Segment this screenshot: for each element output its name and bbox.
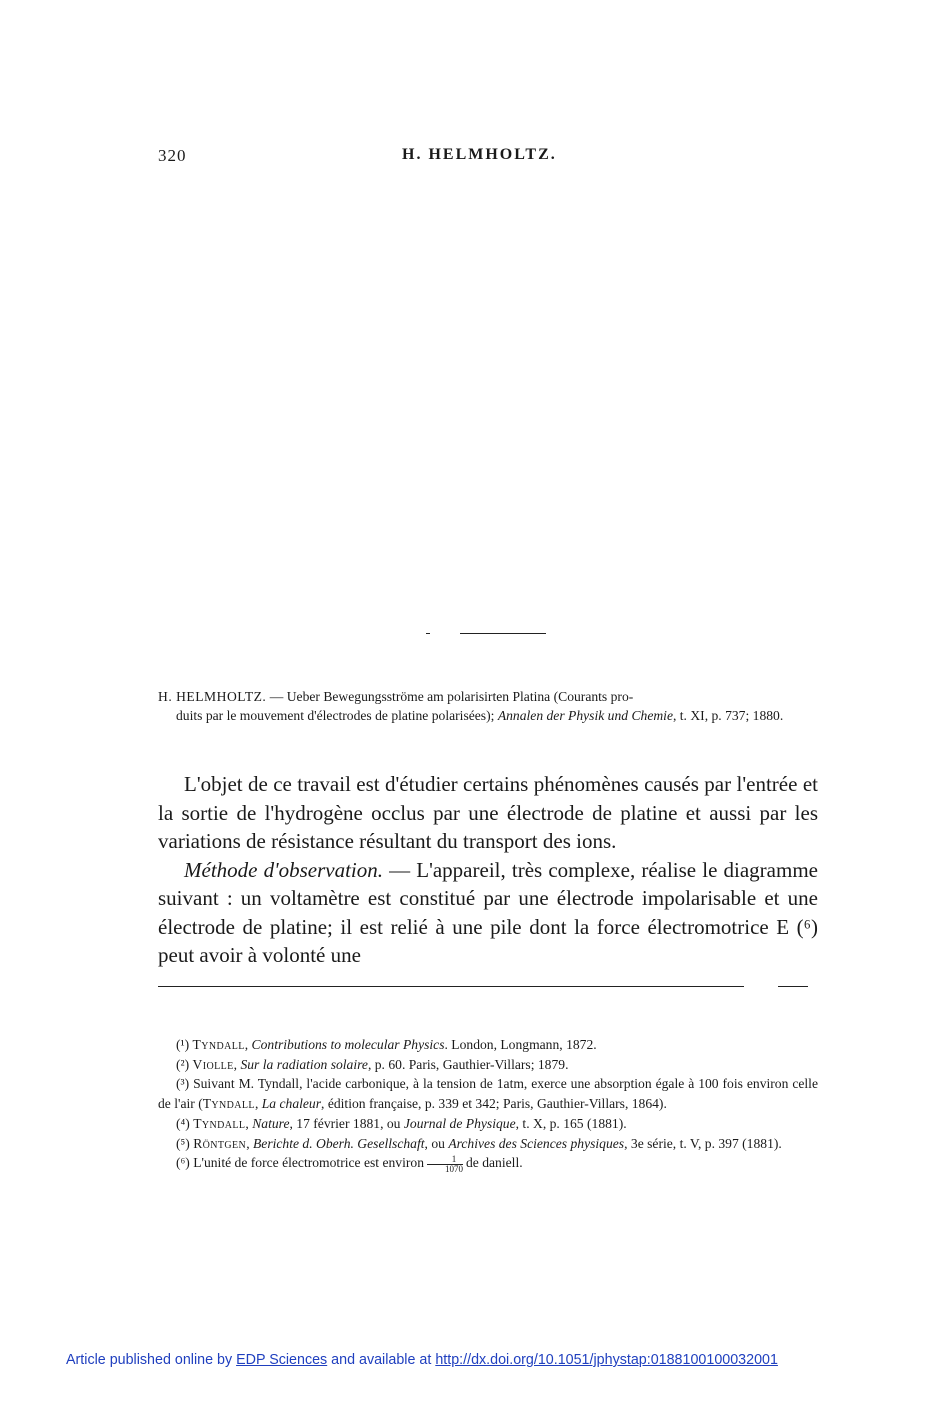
footnote-title-2: Archives des Sciences physiques [448, 1135, 625, 1151]
publisher-link[interactable]: EDP Sciences [236, 1352, 328, 1368]
footnote-mark: (⁴) [176, 1115, 194, 1131]
fraction-numerator: 1 [427, 1155, 463, 1165]
footnote-sep: , [233, 1056, 241, 1072]
footnote-author: Tyndall [193, 1115, 246, 1131]
footnote-mark: (²) [176, 1056, 193, 1072]
footnote-title: La chaleur [261, 1096, 322, 1112]
credit-prefix: Article published online by [66, 1352, 237, 1368]
footnotes [158, 1035, 818, 1174]
footnote-mid: , ou [424, 1135, 449, 1151]
footnote-mark: (¹) [176, 1037, 193, 1052]
footnote-mark: (⁵) [176, 1135, 194, 1151]
footnote-title: Contributions to molecular Physics [251, 1037, 445, 1052]
footnote-mark: (⁶) [176, 1155, 194, 1171]
paragraph-method [158, 856, 818, 970]
footnote-3 [158, 1074, 818, 1113]
footnote-text: Suivant M. Tyndall, l'acide carbonique, à la tension de 1atm, exerce une absorption égale à 100 fois environ celle de l'air ( [158, 1076, 818, 1112]
running-head: H. HELMHOLTZ. [402, 146, 557, 163]
footnote-text: L'unité de force électromotrice est environ [193, 1155, 424, 1171]
method-heading: Méthode d'observation. [184, 857, 383, 882]
footnote-title: Sur la radiation solaire [240, 1056, 368, 1072]
footnote-author: Violle [192, 1056, 234, 1072]
paragraph-intro: L'objet de ce travail est d'étudier certains phénomènes causés par l'entrée et la sortie de l'hydrogène occlus par une électrode de platine et aussi par les variations de résistance résultant du transport des ions. [158, 772, 818, 853]
footnote-sep: , [244, 1037, 252, 1052]
footnote-sep: , [254, 1096, 262, 1112]
footnote-sep: , [246, 1135, 253, 1151]
footnote-6 [158, 1153, 818, 1173]
footnote-4 [158, 1114, 818, 1134]
publication-credit [66, 1352, 778, 1368]
footnote-mid: , 17 février 1881, ou [289, 1115, 404, 1131]
footnote-title-2: Journal de Physique [403, 1115, 516, 1131]
reference-dash: — [266, 689, 287, 704]
footnote-author: Röntgen [193, 1135, 247, 1151]
footnote-author: Tyndall [192, 1037, 245, 1052]
footnote-2 [158, 1055, 818, 1075]
reference-title-line2: duits par le mouvement d'électrodes de platine polarisées); [176, 708, 495, 723]
footnote-5 [158, 1134, 818, 1154]
footnote-rest: . London, Longmann, 1872. [444, 1037, 597, 1052]
footnote-sep: , [245, 1115, 253, 1131]
section-ornament-bar [460, 633, 546, 634]
doi-link[interactable]: http://dx.doi.org/10.1051/jphystap:0188100100032001 [435, 1352, 778, 1368]
body-text [158, 770, 818, 970]
footnote-1 [158, 1035, 818, 1055]
credit-middle: and available at [327, 1352, 436, 1368]
fraction [427, 1155, 463, 1174]
footnote-rest: , p. 60. Paris, Gauthier-Villars; 1879. [367, 1056, 569, 1072]
bibliographic-reference [158, 687, 818, 725]
reference-volume: , t. XI, p. 737; 1880. [672, 708, 784, 723]
footnote-mark: (³) [176, 1076, 194, 1092]
reference-journal: Annalen der Physik und Chemie [497, 708, 673, 723]
footnote-rest: , 3e série, t. V, p. 397 (1881). [624, 1135, 782, 1151]
footnote-rest: , t. X, p. 165 (1881). [515, 1115, 627, 1131]
footnote-rule [158, 986, 744, 987]
footnote-rest: de daniell. [466, 1155, 523, 1171]
footnote-title: Berichte d. Oberh. Gesellschaft [252, 1135, 425, 1151]
method-text: — L'appareil, très complexe, réalise le diagramme suivant : un voltamètre est constitué par une électrode impolarisable et une électrode de platine; il est relié à une pile dont la force électromotrice E (⁶) peut avoir à volonté une [158, 857, 818, 967]
fraction-denominator: 1070 [445, 1163, 463, 1174]
reference-author: H. HELMHOLTZ. [158, 689, 267, 704]
footnote-author: Tyndall [202, 1096, 255, 1112]
footnote-rest: , édition française, p. 339 et 342; Paris, Gauthier-Villars, 1864). [321, 1096, 667, 1112]
footnote-rule-tail [778, 986, 808, 987]
footnote-title: Nature [252, 1115, 290, 1131]
section-ornament-dot [426, 633, 430, 634]
reference-title-line1: Ueber Bewegungsströme am polarisirten Platina (Courants pro- [286, 689, 634, 704]
page-number: 320 [158, 146, 187, 165]
